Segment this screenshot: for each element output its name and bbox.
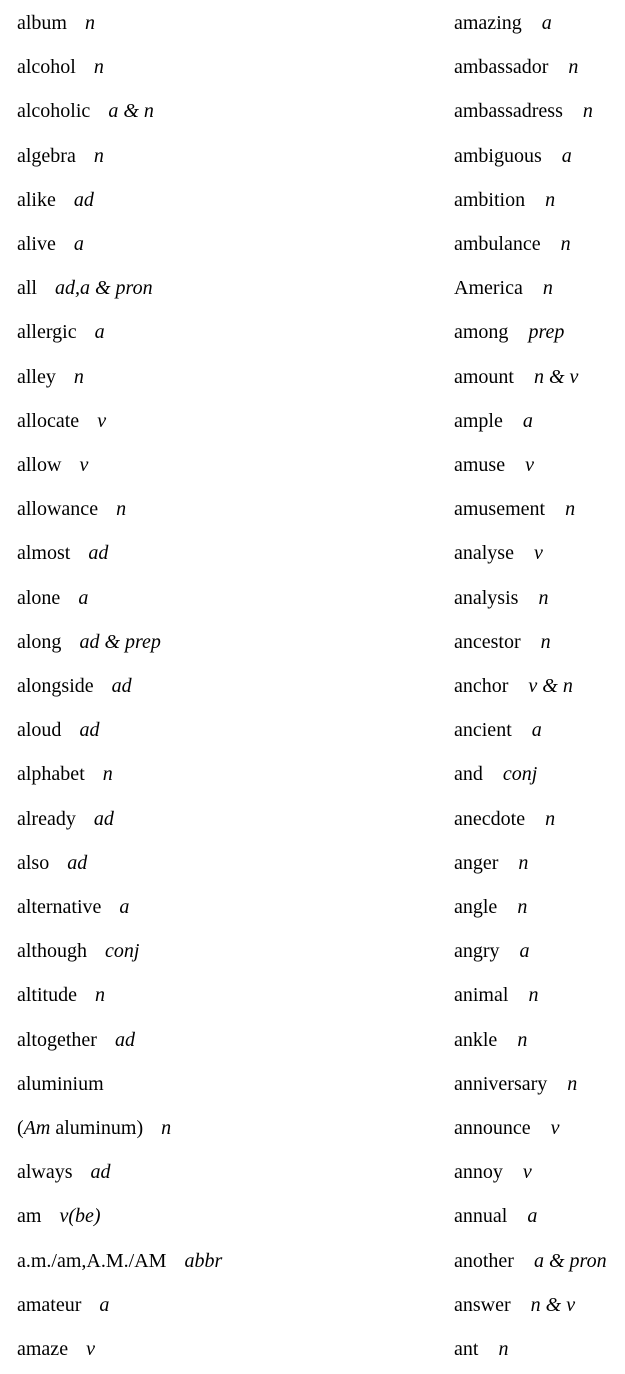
entry-part-of-speech: v & n xyxy=(528,675,573,697)
entry-part-of-speech: n xyxy=(85,12,95,34)
word-entry xyxy=(17,980,105,1010)
entry-part-of-speech: ad xyxy=(73,188,94,211)
entry-word: ambition xyxy=(454,188,526,211)
entry-word: analysis xyxy=(454,586,519,609)
entry-word: aloud xyxy=(17,719,62,742)
entry-part-of-speech: n & v xyxy=(534,365,579,388)
entry-part-of-speech: n xyxy=(93,144,104,167)
entry-part-of-speech: n xyxy=(545,188,556,211)
entry-part-of-speech: v xyxy=(550,1117,560,1139)
word-entry xyxy=(17,229,84,259)
word-entry xyxy=(454,141,572,171)
entry-word-region-abbr: Am xyxy=(23,1117,51,1139)
entry-part-of-speech: ad,a & pron xyxy=(55,277,153,300)
entry-word: answer xyxy=(454,1293,511,1316)
word-entry xyxy=(17,538,108,568)
word-entry xyxy=(454,1025,527,1055)
entry-part-of-speech: n & v xyxy=(530,1293,576,1316)
word-entry xyxy=(17,96,154,126)
entry-part-of-speech: a xyxy=(541,12,552,34)
word-entry xyxy=(17,759,113,789)
entry-part-of-speech: v(be) xyxy=(59,1205,101,1228)
word-entry xyxy=(454,273,553,303)
entry-part-of-speech: ad xyxy=(67,851,88,874)
entry-word: alphabet xyxy=(17,763,85,786)
word-entry xyxy=(17,848,87,878)
entry-part-of-speech: a xyxy=(119,896,130,918)
word-entry xyxy=(454,892,527,922)
entry-word: altogether xyxy=(17,1028,97,1051)
word-entry xyxy=(454,804,555,834)
entry-part-of-speech: n xyxy=(528,984,539,1007)
word-entry xyxy=(454,671,573,701)
entry-word: alone xyxy=(17,586,61,609)
entry-word: already xyxy=(17,807,76,830)
entry-part-of-speech: ad xyxy=(79,719,100,742)
word-entry xyxy=(17,141,104,171)
word-entry xyxy=(454,1201,537,1231)
entry-word: allow xyxy=(17,454,62,476)
word-entry xyxy=(17,406,106,436)
entry-word: altitude xyxy=(17,984,77,1007)
word-entry xyxy=(17,1113,171,1143)
word-entry xyxy=(454,362,578,392)
entry-word: annoy xyxy=(454,1161,503,1184)
entry-word-variant: aluminum) xyxy=(50,1117,144,1139)
entry-word: angry xyxy=(454,940,500,963)
entry-word: ambiguous xyxy=(454,144,542,167)
entry-word: anchor xyxy=(454,675,509,697)
entry-part-of-speech: ad & prep xyxy=(79,630,161,653)
entry-part-of-speech: n xyxy=(94,984,105,1007)
entry-word: allocate xyxy=(17,409,80,432)
entry-part-of-speech: n xyxy=(116,498,127,521)
word-entry xyxy=(454,185,555,215)
entry-part-of-speech: ad xyxy=(114,1028,135,1051)
entry-part-of-speech: n xyxy=(568,56,579,79)
entry-word: album xyxy=(17,12,67,34)
entry-word: along xyxy=(17,630,62,653)
entry-word: amusement xyxy=(454,498,546,521)
entry-part-of-speech: conj xyxy=(502,763,538,786)
entry-part-of-speech: n xyxy=(161,1117,172,1139)
word-entry xyxy=(17,1201,101,1231)
word-entry xyxy=(17,936,139,966)
entry-part-of-speech: ad xyxy=(111,675,132,697)
word-entry xyxy=(17,52,104,82)
word-entry xyxy=(17,273,153,303)
entry-part-of-speech: v xyxy=(79,454,89,476)
entry-part-of-speech: n xyxy=(582,100,593,123)
word-entry xyxy=(17,715,99,745)
entry-word: America xyxy=(454,277,523,300)
entry-part-of-speech: n xyxy=(545,807,556,830)
word-entry xyxy=(17,450,88,480)
entry-word: ancient xyxy=(454,719,512,742)
word-entry xyxy=(17,8,95,38)
word-entry xyxy=(454,1157,532,1187)
entry-part-of-speech: ad xyxy=(90,1161,111,1184)
word-entry xyxy=(17,1246,222,1276)
entry-word: announce xyxy=(454,1117,531,1139)
entry-word: ancestor xyxy=(454,630,521,653)
entry-word: another xyxy=(454,1249,514,1272)
entry-part-of-speech: n xyxy=(517,896,528,918)
entry-word: aluminium xyxy=(17,1072,104,1095)
word-entry xyxy=(454,450,534,480)
entry-word: analyse xyxy=(454,542,514,565)
entry-part-of-speech: a & n xyxy=(108,100,154,123)
entry-word: ambulance xyxy=(454,233,541,255)
word-entry xyxy=(454,229,571,259)
entry-word: all xyxy=(17,277,37,300)
entry-word: always xyxy=(17,1161,73,1184)
entry-part-of-speech: v xyxy=(97,409,107,432)
entry-word: anniversary xyxy=(454,1072,548,1095)
entry-part-of-speech: a xyxy=(522,409,533,432)
entry-word: and xyxy=(454,763,483,786)
entry-part-of-speech: a xyxy=(78,586,89,609)
entry-word: ambassadress xyxy=(454,100,563,123)
word-entry xyxy=(17,1290,109,1320)
word-entry xyxy=(454,715,542,745)
word-entry xyxy=(454,1246,607,1276)
word-entry xyxy=(454,936,530,966)
entry-part-of-speech: a xyxy=(527,1205,538,1228)
entry-part-of-speech: n xyxy=(542,277,553,300)
entry-part-of-speech: n xyxy=(73,365,84,388)
entry-part-of-speech: v xyxy=(533,542,543,565)
word-entry xyxy=(17,185,94,215)
word-entry xyxy=(17,362,84,392)
word-entry xyxy=(454,980,538,1010)
entry-word: alongside xyxy=(17,675,94,697)
word-entry xyxy=(454,96,593,126)
entry-part-of-speech: n xyxy=(517,1028,528,1051)
word-entry xyxy=(454,627,551,657)
entry-part-of-speech: ad xyxy=(88,542,109,565)
word-entry xyxy=(454,1334,508,1364)
word-entry xyxy=(17,804,114,834)
word-entry xyxy=(454,494,575,524)
word-entry xyxy=(454,8,552,38)
entry-word: a.m./am,A.M./AM xyxy=(17,1249,167,1272)
entry-word: allowance xyxy=(17,498,99,521)
word-entry xyxy=(454,317,564,347)
entry-word: alley xyxy=(17,365,56,388)
entry-word: alternative xyxy=(17,896,102,918)
entry-word: annual xyxy=(454,1205,508,1228)
entry-word: angle xyxy=(454,896,498,918)
entry-word: ankle xyxy=(454,1028,498,1051)
entry-word: ambassador xyxy=(454,56,549,79)
entry-word: among xyxy=(454,321,509,344)
entry-part-of-speech: n xyxy=(498,1338,509,1360)
word-entry xyxy=(454,1069,577,1099)
entry-part-of-speech: v xyxy=(522,1161,532,1184)
entry-part-of-speech: n xyxy=(540,630,551,653)
entry-part-of-speech: n xyxy=(538,586,549,609)
entry-word: amuse xyxy=(454,454,506,476)
entry-part-of-speech: a xyxy=(561,144,572,167)
entry-word: alcohol xyxy=(17,56,76,79)
word-entry xyxy=(17,1157,111,1187)
entry-word: amaze xyxy=(17,1338,69,1360)
word-entry xyxy=(454,848,528,878)
entry-part-of-speech: v xyxy=(86,1338,95,1360)
entry-part-of-speech: n xyxy=(565,498,576,521)
entry-part-of-speech: n xyxy=(518,851,529,874)
word-entry xyxy=(17,892,129,922)
entry-part-of-speech: prep xyxy=(528,321,565,344)
entry-part-of-speech: a xyxy=(94,321,105,344)
entry-word: although xyxy=(17,940,87,963)
entry-word: also xyxy=(17,851,50,874)
entry-part-of-speech: a xyxy=(99,1293,110,1316)
entry-part-of-speech: ad xyxy=(93,807,114,830)
entry-word: alcoholic xyxy=(17,100,91,123)
word-entry xyxy=(17,494,126,524)
entry-part-of-speech: abbr xyxy=(184,1249,223,1272)
word-entry xyxy=(17,1069,104,1099)
entry-part-of-speech: n xyxy=(560,233,571,255)
entry-part-of-speech: n xyxy=(567,1072,578,1095)
entry-part-of-speech: a xyxy=(73,233,84,255)
word-entry xyxy=(454,406,533,436)
word-entry xyxy=(454,538,543,568)
word-entry xyxy=(454,759,537,789)
entry-word: am xyxy=(17,1205,42,1228)
word-entry xyxy=(17,317,105,347)
word-entry xyxy=(17,583,88,613)
entry-word: ant xyxy=(454,1338,479,1360)
entry-word: amazing xyxy=(454,12,522,34)
entry-word: anger xyxy=(454,851,499,874)
entry-word: alike xyxy=(17,188,56,211)
word-entry xyxy=(17,1025,135,1055)
entry-word: almost xyxy=(17,542,71,565)
entry-word-open-paren: ( xyxy=(17,1117,24,1139)
word-entry xyxy=(17,1334,95,1364)
entry-part-of-speech: a & pron xyxy=(533,1249,607,1272)
entry-part-of-speech: conj xyxy=(105,940,140,963)
word-entry xyxy=(17,671,132,701)
entry-word: alive xyxy=(17,233,56,255)
entry-part-of-speech: a xyxy=(519,940,530,963)
entry-word: algebra xyxy=(17,144,76,167)
entry-part-of-speech: v xyxy=(525,454,534,476)
entry-word: amateur xyxy=(17,1293,82,1316)
word-entry xyxy=(454,1113,560,1143)
entry-part-of-speech: n xyxy=(102,763,113,786)
entry-part-of-speech: n xyxy=(93,56,104,79)
entry-part-of-speech: a xyxy=(531,719,542,742)
word-entry xyxy=(454,583,548,613)
word-entry xyxy=(454,1290,575,1320)
entry-word: ample xyxy=(454,409,503,432)
entry-word: allergic xyxy=(17,321,77,344)
entry-word: amount xyxy=(454,365,514,388)
entry-word xyxy=(17,1117,143,1139)
entry-word: animal xyxy=(454,984,509,1007)
entry-word: anecdote xyxy=(454,807,526,830)
word-entry xyxy=(454,52,578,82)
word-entry xyxy=(17,627,161,657)
